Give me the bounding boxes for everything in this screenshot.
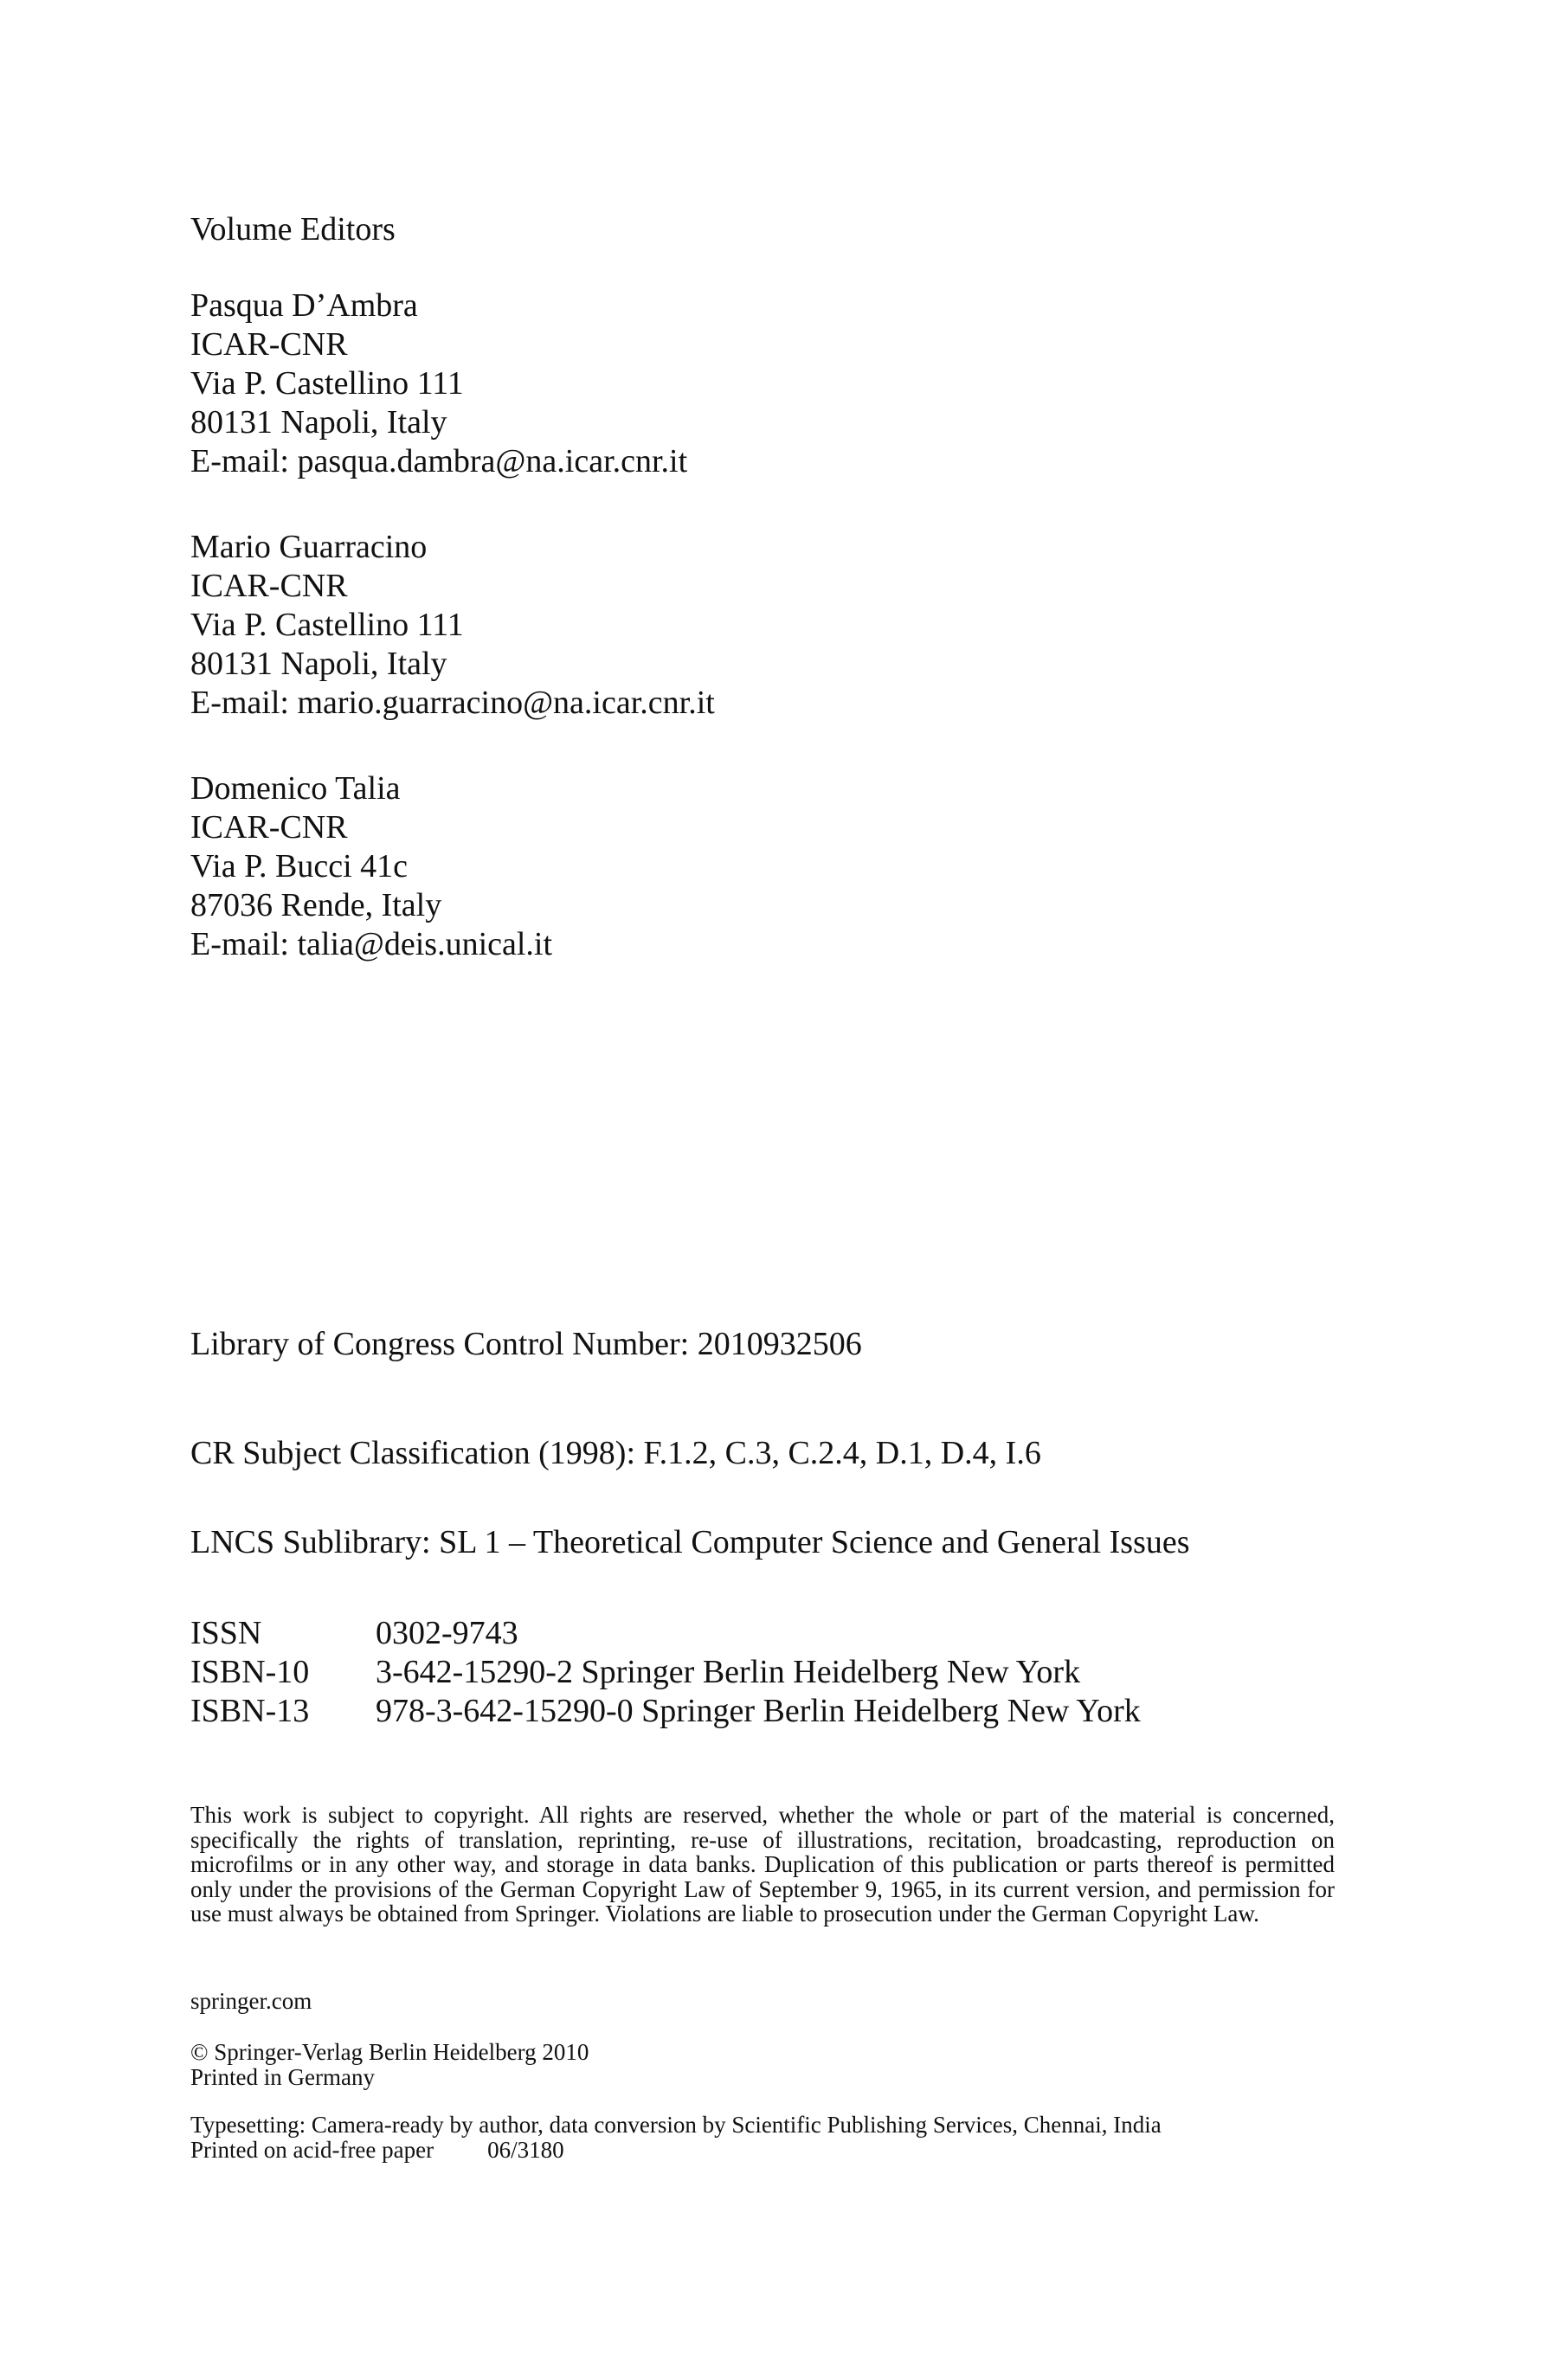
identifier-row-isbn10 [190,1653,1141,1692]
editor-city: 87036 Rende, Italy [190,887,442,923]
typesetting-block [190,2113,1162,2162]
volume-editors-heading-text: Volume Editors [190,211,396,248]
editor-institution: ICAR-CNR [190,809,348,846]
editor-city: 80131 Napoli, Italy [190,646,447,682]
printed-on-row [190,2138,1162,2163]
identifier-value: 978-3-642-15290-0 Springer Berlin Heidelberg New York [376,1693,1141,1729]
loc-control-number-text: Library of Congress Control Number: 2010932506 [190,1326,862,1362]
website-text: springer.com [190,1988,312,2014]
identifier-row-issn [190,1614,1141,1653]
cr-classification-text: CR Subject Classification (1998): F.1.2, C.3, C.2.4, D.1, D.4, I.6 [190,1435,1041,1471]
editor-name: Domenico Talia [190,770,401,807]
editor-institution: ICAR-CNR [190,326,348,363]
identifier-label: ISSN [190,1615,262,1651]
copyright-line: © Springer-Verlag Berlin Heidelberg 2010 [190,2039,589,2065]
typesetting: Typesetting: Camera-ready by author, data conversion by Scientific Publishing Services, Chennai, India [190,2112,1162,2138]
volume-editors-heading [190,210,396,249]
editor-block-3 [190,769,552,964]
identifier-label: ISBN-13 [190,1693,310,1729]
printed-on: Printed on acid-free paper [190,2136,434,2163]
lncs-sublibrary [190,1523,1190,1562]
identifiers-table [190,1614,1141,1731]
identifier-value: 0302-9743 [376,1615,518,1651]
editor-name: Mario Guarracino [190,529,428,565]
lncs-sublibrary-text: LNCS Sublibrary: SL 1 – Theoretical Computer Science and General Issues [190,1524,1190,1560]
editor-email: E-mail: talia@deis.unical.it [190,926,553,962]
identifier-value: 3-642-15290-2 Springer Berlin Heidelberg New York [376,1654,1081,1690]
editor-street: Via P. Castellino 111 [190,607,464,643]
print-code: 06/3180 [487,2136,564,2163]
editor-city: 80131 Napoli, Italy [190,404,447,441]
editor-email: E-mail: pasqua.dambra@na.icar.cnr.it [190,443,688,479]
cr-classification [190,1434,1041,1473]
copyright-block [190,2040,589,2089]
website [190,1989,312,2014]
editor-institution: ICAR-CNR [190,568,348,604]
editor-street: Via P. Bucci 41c [190,848,409,884]
printed-in: Printed in Germany [190,2063,375,2090]
editor-block-2 [190,528,715,723]
editor-block-1 [190,286,687,481]
identifier-label: ISBN-10 [190,1654,310,1690]
editor-name: Pasqua D’Ambra [190,287,418,324]
identifier-row-isbn13 [190,1692,1141,1731]
editor-street: Via P. Castellino 111 [190,365,464,402]
copyright-notice: This work is subject to copyright. All rights are reserved, whether the whole or part of the material is concerned, specifically the rights of translation, reprinting, re-use of illustrations, recitation, broadcasting, reproduction on microfilms or in any other way, and storage in data banks. Duplication of this publication or parts thereof is permitted only under the provisions of the German Copyright Law of September 9, 1965, in its current version, and permission for use must always be obtained from Springer. Violations are liable to prosecution under the German Copyright Law. [190,1802,1335,1927]
loc-control-number [190,1325,862,1364]
editor-email: E-mail: mario.guarracino@na.icar.cnr.it [190,685,715,721]
